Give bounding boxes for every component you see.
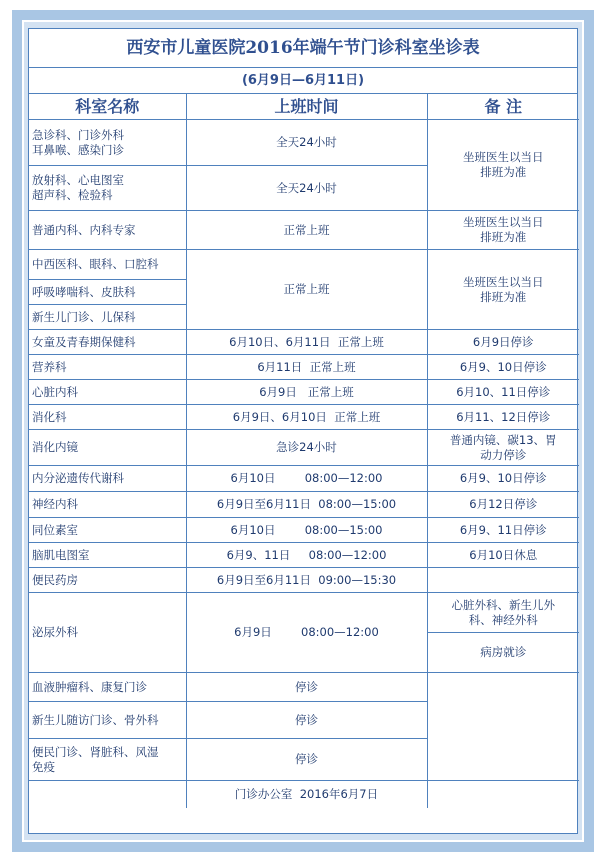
hours-cell: 6月10日 08:00—12:00 xyxy=(186,466,427,492)
footer-signature: 门诊办公室 2016年6月7日 xyxy=(186,781,427,808)
hours-cell: 停诊 xyxy=(186,739,427,781)
hours-cell: 6月9日 正常上班 xyxy=(186,380,427,405)
hours-cell: 正常上班 xyxy=(186,211,427,250)
department-cell: 心脏内科 xyxy=(29,380,186,405)
department-cell: 神经内科 xyxy=(29,492,186,518)
note-cell: 6月9、11日停诊 xyxy=(427,518,579,543)
table-row xyxy=(29,250,579,280)
footer-spacer xyxy=(29,781,186,808)
hours-cell: 6月11日 正常上班 xyxy=(186,355,427,380)
hours-cell: 正常上班 xyxy=(186,250,427,330)
footer-row xyxy=(29,781,579,808)
note-cell: 坐班医生以当日 排班为准 xyxy=(427,250,579,330)
table-row xyxy=(29,120,579,166)
department-cell: 消化科 xyxy=(29,405,186,430)
table-row xyxy=(29,673,579,702)
note-cell: 普通内镜、碳13、胃 动力停诊 xyxy=(427,430,579,466)
note-cell: 坐班医生以当日 排班为准 xyxy=(427,211,579,250)
header-hours: 上班时间 xyxy=(186,94,427,120)
table-row xyxy=(29,593,579,633)
department-cell: 普通内科、内科专家 xyxy=(29,211,186,250)
department-cell: 同位素室 xyxy=(29,518,186,543)
department-cell: 消化内镜 xyxy=(29,430,186,466)
department-cell: 便民药房 xyxy=(29,568,186,593)
hours-cell: 6月9日至6月11日 09:00—15:30 xyxy=(186,568,427,593)
department-cell: 急诊科、门诊外科 耳鼻喉、感染门诊 xyxy=(29,120,186,166)
note-cell: 病房就诊 xyxy=(427,633,579,673)
header-notes: 备 注 xyxy=(427,94,579,120)
schedule-table xyxy=(29,94,579,808)
note-cell: 6月9、10日停诊 xyxy=(427,466,579,492)
schedule-sheet xyxy=(28,28,578,834)
department-cell: 新生儿门诊、儿保科 xyxy=(29,305,186,330)
note-cell: 6月9日停诊 xyxy=(427,330,579,355)
note-cell: 6月10、11日停诊 xyxy=(427,380,579,405)
hours-cell: 停诊 xyxy=(186,702,427,739)
table-row xyxy=(29,492,579,518)
hours-cell: 6月9、11日 08:00—12:00 xyxy=(186,543,427,568)
department-cell: 泌尿外科 xyxy=(29,593,186,673)
department-cell: 便民门诊、肾脏科、风湿 免疫 xyxy=(29,739,186,781)
department-cell: 新生儿随访门诊、骨外科 xyxy=(29,702,186,739)
table-row xyxy=(29,430,579,466)
note-cell xyxy=(427,568,579,593)
note-cell: 6月12日停诊 xyxy=(427,492,579,518)
hours-cell: 6月10日 08:00—15:00 xyxy=(186,518,427,543)
document-title: 西安市儿童医院2016年端午节门诊科室坐诊表 xyxy=(29,29,577,68)
note-cell: 心脏外科、新生儿外 科、神经外科 xyxy=(427,593,579,633)
table-row xyxy=(29,518,579,543)
hours-cell: 停诊 xyxy=(186,673,427,702)
department-cell: 营养科 xyxy=(29,355,186,380)
footer-spacer xyxy=(427,781,579,808)
department-cell: 呼吸哮喘科、皮肤科 xyxy=(29,280,186,305)
table-row xyxy=(29,543,579,568)
department-cell: 女童及青春期保健科 xyxy=(29,330,186,355)
note-cell: 坐班医生以当日 排班为准 xyxy=(427,120,579,211)
department-cell: 放射科、心电图室 超声科、检验科 xyxy=(29,166,186,211)
note-cell xyxy=(427,673,579,781)
hours-cell: 6月9日 08:00—12:00 xyxy=(186,593,427,673)
department-cell: 中西医科、眼科、口腔科 xyxy=(29,250,186,280)
header-row xyxy=(29,94,579,120)
hours-cell: 6月9日、6月10日 正常上班 xyxy=(186,405,427,430)
table-row xyxy=(29,211,579,250)
hours-cell: 全天24小时 xyxy=(186,120,427,166)
department-cell: 血液肿瘤科、康复门诊 xyxy=(29,673,186,702)
table-row xyxy=(29,405,579,430)
date-range: (6月9日—6月11日) xyxy=(29,68,577,94)
hours-cell: 急诊24小时 xyxy=(186,430,427,466)
note-cell: 6月11、12日停诊 xyxy=(427,405,579,430)
table-row xyxy=(29,380,579,405)
note-cell: 6月10日休息 xyxy=(427,543,579,568)
table-row xyxy=(29,568,579,593)
hours-cell: 6月10日、6月11日 正常上班 xyxy=(186,330,427,355)
note-cell: 6月9、10日停诊 xyxy=(427,355,579,380)
department-cell: 脑肌电图室 xyxy=(29,543,186,568)
hours-cell: 6月9日至6月11日 08:00—15:00 xyxy=(186,492,427,518)
department-cell: 内分泌遗传代谢科 xyxy=(29,466,186,492)
table-row xyxy=(29,355,579,380)
table-row xyxy=(29,466,579,492)
header-department: 科室名称 xyxy=(29,94,186,120)
table-row xyxy=(29,330,579,355)
hours-cell: 全天24小时 xyxy=(186,166,427,211)
